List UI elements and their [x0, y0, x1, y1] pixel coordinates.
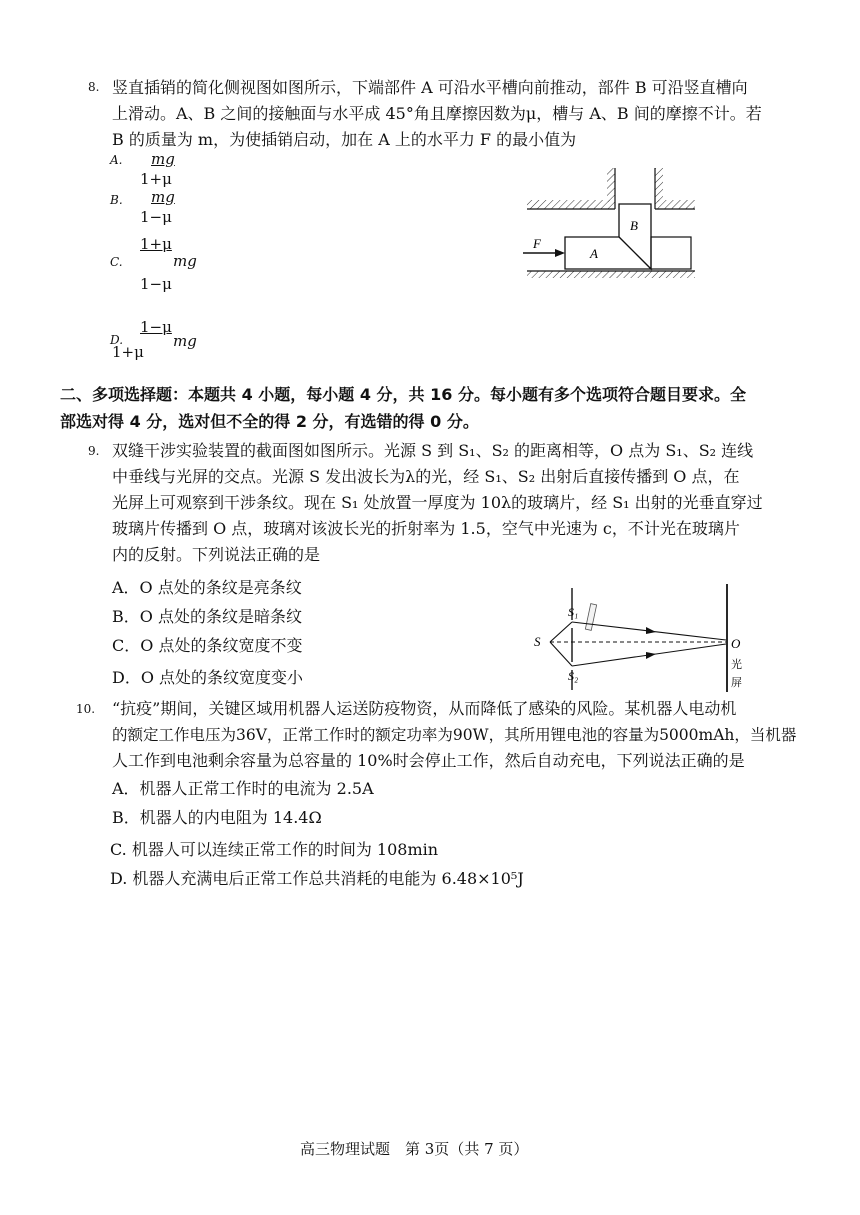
q9-double-slit-figure	[528, 582, 758, 694]
slot-right	[651, 237, 691, 269]
q10-option-d: D. 机器人充满电后正常工作总共消耗的电能为 6.48×10⁵J	[110, 869, 524, 888]
q8-option-c-denominator: 1−μ	[140, 275, 172, 293]
hatch-top-left	[527, 200, 615, 209]
q9-option-d: D．O 点处的条纹宽度变小	[112, 668, 304, 687]
label-s: S	[534, 634, 541, 649]
hatch-right-wall	[655, 168, 663, 202]
q10-stem-line-2: 的额定工作电压为36V，正常工作时的额定功率为90W，其所用锂电池的容量为5000mAh，当机器	[112, 726, 797, 744]
arrow-s1-o	[646, 627, 656, 634]
q8-option-c-mg: mg	[173, 252, 197, 270]
q8-option-a-label: A.	[110, 153, 123, 167]
q8-option-a-denominator: 1+μ	[140, 170, 172, 188]
ray-s-s1	[550, 622, 572, 642]
q10-stem-line-3: 人工作到电池剩余容量为总容量的 10%时会停止工作，然后自动充电，下列说法正确的是	[112, 751, 745, 770]
q8-option-c-numerator: 1+μ	[140, 235, 172, 253]
q10-number: 10.	[76, 702, 96, 716]
arrow-s2-o	[646, 652, 656, 659]
label-screen-2: 屏	[731, 677, 742, 689]
label-f: F	[533, 236, 541, 251]
label-b: B	[630, 218, 638, 233]
q9-option-b: B．O 点处的条纹是暗条纹	[112, 607, 302, 626]
label-screen-1: 光	[731, 659, 742, 671]
q9-number: 9.	[88, 444, 100, 458]
q8-option-a-numerator: mg	[151, 150, 175, 168]
q8-stem-line-1: 竖直插销的简化侧视图如图所示，下端部件 A 可沿水平槽向前推动，部件 B 可沿竖直槽向	[112, 78, 748, 97]
q8-option-d-mg: mg	[173, 332, 197, 350]
q8-number: 8.	[88, 80, 100, 94]
q9-stem-line-4: 玻璃片传播到 O 点，玻璃对该波长光的折射率为 1.5，空气中光速为 c，不计光在玻璃片	[112, 519, 740, 538]
q10-option-a: A．机器人正常工作时的电流为 2.5A	[112, 779, 374, 798]
q8-option-d-label: D.	[110, 333, 124, 347]
q8-option-b-denominator: 1−μ	[140, 208, 172, 226]
label-a: A	[590, 246, 598, 261]
q9-stem-line-5: 内的反射。下列说法正确的是	[112, 545, 321, 564]
ray-s-s2	[550, 642, 572, 666]
q9-option-a: A．O 点处的条纹是亮条纹	[112, 578, 302, 597]
page-footer: 高三物理试题 第 3页（共 7 页）	[300, 1140, 529, 1158]
section2-title-line-2: 部选对得 4 分，选对但不全的得 2 分，有选错的得 0 分。	[60, 412, 479, 431]
q8-stem-line-2: 上滑动。A、B 之间的接触面与水平成 45°角且摩擦因数为μ，槽与 A、B 间的摩擦不计。若	[112, 104, 762, 123]
force-arrowhead	[555, 249, 565, 257]
q9-stem-line-1: 双缝干涉实验装置的截面图如图所示。光源 S 到 S₁、S₂ 的距离相等，O 点为 S₁、S₂ 连线	[112, 441, 754, 460]
q9-stem-line-3: 光屏上可观察到干涉条纹。现在 S₁ 处放置一厚度为 10λ的玻璃片，经 S₁ 出射的光垂直穿过	[112, 493, 763, 512]
q9-stem-line-2: 中垂线与光屏的交点。光源 S 发出波长为λ的光，经 S₁、S₂ 出射后直接传播到 O 点，在	[112, 467, 740, 486]
q8-option-d-denominator: 1+μ	[112, 343, 144, 361]
label-s2: S₂	[568, 669, 579, 683]
label-s1: S₁	[568, 605, 579, 619]
q8-option-c-label: C.	[110, 255, 123, 269]
q10-option-c: C. 机器人可以连续正常工作的时间为 108min	[110, 840, 439, 859]
q8-latch-figure	[515, 160, 705, 280]
q8-option-b-numerator: mg	[151, 188, 175, 206]
q10-option-b: B．机器人的内电阻为 14.4Ω	[112, 808, 322, 827]
glass-plate	[585, 604, 596, 631]
q8-option-b-label: B.	[110, 193, 123, 207]
q8-stem-line-3: B 的质量为 m，为使插销启动，加在 A 上的水平力 F 的最小值为	[112, 130, 577, 149]
label-o: O	[731, 636, 741, 651]
q8-option-d-numerator: 1−μ	[140, 318, 172, 336]
section2-title-line-1: 二、多项选择题：本题共 4 小题，每小题 4 分，共 16 分。每小题有多个选项符合题目要求。全	[60, 385, 746, 404]
hatch-left-wall	[607, 168, 615, 202]
q10-stem-line-1: “抗疫”期间，关键区域用机器人运送防疫物资，从而降低了感染的风险。某机器人电动机	[112, 699, 737, 718]
hatch-bottom	[527, 271, 695, 278]
q9-option-c: C．O 点处的条纹宽度不变	[112, 636, 303, 655]
